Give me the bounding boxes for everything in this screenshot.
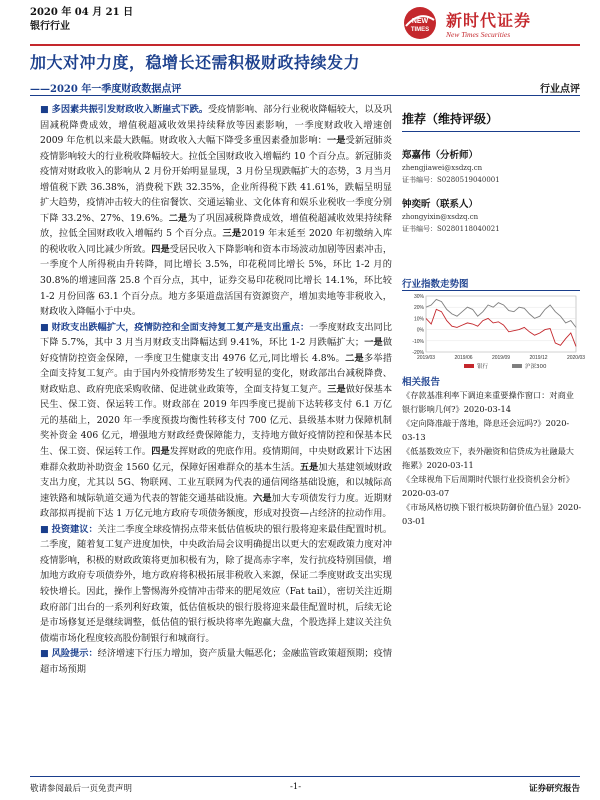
paragraph-heading: 财政支出跌幅扩大，疫情防控和全面支持复工复产是支出重点： (51, 321, 310, 333)
trend-section-title: 行业指数走势图 (402, 279, 469, 290)
title-divider (30, 95, 580, 96)
analyst-cert: 证书编号：S0280118040021 (402, 225, 500, 233)
chart-plot-frame (426, 296, 576, 352)
industry-index-chart (402, 292, 586, 374)
paragraph-text: 加大专项债发行力度。近期财政部拟再提前下达 1 万亿元地方政府专项债务额度，形成对投资—占经济的拉动作用。 (40, 492, 393, 520)
chart-y-tick-label: -20% (412, 350, 424, 356)
chart-legend-label: 沪深300 (525, 364, 547, 370)
report-date: 2020 年 04 月 21 日 (30, 7, 134, 18)
chart-legend-label: 银行 (477, 364, 489, 370)
logo-mark-icon (400, 6, 440, 40)
bullet-icon: ■ (40, 104, 49, 115)
analyst-card (402, 199, 500, 235)
paragraph-text: 经济增速下行压力增加，资产质量大幅恶化；金融监管政策超预期；疫情超市场预期 (40, 648, 393, 675)
paragraph-text: 2019 年末延至 2020 年初缴纳入库的税收收入同比减少所致。 (40, 228, 393, 255)
analyst-card (402, 150, 500, 186)
logo-mark-text-2: TIMES (410, 27, 430, 33)
paragraph-text: 发挥财政的兜底作用。疫情期间，中央财政累计下达困难群众救助补助资金 1560 亿元，保障好困难群众的基本生活。 (40, 446, 393, 473)
footer-disclaimer: 敬请参阅最后一页免责声明 (30, 784, 133, 794)
logo-mark-text-1: NEW (411, 18, 429, 25)
bold-marker: 二是 (168, 212, 188, 224)
related-reports-list (402, 389, 582, 529)
paragraph-text: 受居民收入下降影响和资本市场波动加剧等因素冲击，一季度个人所得税由升转降，同比增长 3.5%，印花税同比增长 5%，环比 1-2 月的 30.8%的增速回落 25.8 个百分点，其中，证券交易印花税同比增长 14.1%，环比较 1-2 月份回落 63.1 个百分点。地方多渠道盘活国有资源资产，增加卖地等非税收入，财政收入降幅小于中央。 (40, 243, 393, 318)
paragraph-text: 受疫情影响、部分行业税收降幅较大，以及巩固减税降费成效，增值税超减收效果持续释放等因素影响，一季度财政收入增速创 2009 年危机以来最大跌幅。财政收入大幅下降受多重因素叠加影响： (40, 104, 393, 147)
related-report-item[interactable]: 《低基数效应下，表外融资和信贷成为社融最大拖累》2020-03-11 (402, 446, 574, 470)
related-reports-title: 相关报告 (402, 377, 441, 388)
logo-cn-text: 新时代证券 (446, 11, 532, 30)
analyst-cert: 证书编号：S0280519040001 (402, 176, 500, 184)
chart-y-tick-label: 10% (413, 316, 424, 323)
company-logo (400, 6, 580, 42)
trend-divider (402, 290, 580, 291)
bullet-icon: ■ (40, 523, 49, 535)
bold-marker: 一是 (326, 135, 346, 147)
analyst-email: zhengjiawei@xsdzq.cn (402, 164, 483, 172)
paragraph-investment (40, 522, 392, 646)
paragraph-heading: 风险提示： (51, 648, 98, 660)
chart-x-tick-label: 2019/03 (416, 355, 436, 361)
industry-label: 银行行业 (30, 21, 70, 32)
paragraph-text: 加大基建领域财政支出力度，尤其以 5G、物联网、工业互联网为代表的通信网络基础设施，和以城际高速铁路和城际轨道交通为代表的智能交通基础设施。 (40, 461, 392, 504)
analyst-email: zhongyixin@xsdzq.cn (402, 213, 479, 221)
rating-label: 推荐（维持评级） (402, 112, 499, 126)
bold-marker: 六是 (253, 492, 272, 504)
related-report-item[interactable]: 《存款基准利率下调迫来重要操作窗口：对商业银行影响几何?》2020-03-14 (402, 390, 574, 414)
bullet-icon: ■ (40, 648, 49, 660)
report-type: 行业点评 (540, 84, 580, 95)
logo-en-text: New Times Securities (446, 30, 511, 39)
paragraph-text: 关注二季度全球疫情拐点带来低估值板块的银行股将迎来最佳配置时机。二季度，随着复工复产进度加快，中央政治局会议明确提出以更大的宏观政策力度对冲疫情影响，积极的财政政策将更加积极有为，除了提高赤字率，发行抗疫特别国债，增加地方政府专项债券外，地方政府将积极拓展非税收入来源，保证二季度财政支出实现较快增长。因此，操作上警惕海外疫情冲击带来的肥尾效应（Fat tail），密切关注近期政府部门出台的一系列利好政策，低估值板块的银行股将迎来最佳配置时机，后续无论是市场修复还是继续调整，低估值的银行板块将率先跑赢大盘，个股选择上建议关注负债端市场化程度较高股份制银行和城商行。 (40, 523, 393, 644)
chart-x-tick-label: 2019/12 (529, 355, 548, 361)
chart-x-tick-label: 2020/03 (566, 355, 586, 361)
paragraph-text: 受新冠肺炎疫情影响较大的行业税收降幅较大。拉低全国财政收入增幅约 10 个百分点。新冠肺炎疫情对财政收入的影响从 2 月份开始明显显现，3 月份呈现跌幅扩大的态势，3 月当月增值税下跌 36.38%，消费税下跌 32.35%，企业所得税下跌 41.61%，跌幅呈明显扩大趋势，疫情冲击较大的住宿餐饮、交通运输业、文化体育和娱乐业税收一季度分别下降 33.2%、27%、19.6%。 (40, 135, 393, 224)
chart-y-tick-label: 0% (416, 327, 424, 334)
bold-marker: 三是 (222, 228, 242, 240)
main-body (40, 102, 392, 677)
paragraph-text: 一季度财政支出同比下降 5.7%，其中 3 月当月财政支出降幅达到 9.41%，环比 1-2 月跌幅扩大； (40, 321, 393, 349)
page-number: -1- (290, 782, 302, 792)
chart-legend-swatch (512, 364, 522, 368)
paragraph-text: 多举措全面支持复工复产。由于国内外疫情形势发生了较明显的变化，财政部出台减税降费、财政贴息、政府兜底采购收储、促进就业政策等，全面支持复工复产。 (40, 352, 393, 395)
page-subtitle: ——2020 年一季度财政数据点评 (30, 84, 182, 95)
analyst-name: 郑嘉伟（分析师） (402, 150, 479, 161)
bold-marker: 五是 (299, 461, 319, 473)
header-divider (30, 44, 580, 46)
header-left (30, 6, 133, 34)
bold-marker: 四是 (151, 446, 170, 458)
paragraph-risk (40, 646, 392, 677)
chart-y-tick-label: -10% (412, 338, 424, 345)
paragraph-text: 为了巩固减税降费成效，增值税超减收效果持续释放，拉低全国财政收入增幅约 5 个百分点。 (40, 212, 393, 240)
bold-marker: 二是 (345, 352, 364, 364)
chart-y-tick-label: 20% (413, 305, 424, 312)
analyst-name: 钟奕昕（联系人） (402, 199, 479, 210)
related-report-item[interactable]: 《全球视角下后周期时代银行业投资机会分析》2020-03-07 (402, 474, 574, 498)
bold-marker: 一是 (364, 337, 383, 349)
bullet-icon: ■ (40, 321, 49, 333)
paragraph-revenue (40, 102, 392, 320)
chart-legend-swatch (464, 364, 474, 368)
related-report-item[interactable]: 《市场风格切换下银行板块防御价值凸显》2020-03-01 (402, 502, 582, 526)
footer-divider (30, 776, 580, 777)
footer-report-type: 证券研究报告 (528, 784, 580, 794)
bold-marker: 四是 (151, 243, 170, 255)
paragraph-text: 做好保基本民生、保工资、保运转工作。财政部在 2019 年四季度已提前下达转移支付 6.1 万亿元的基础上，2020 年一季度预拨均衡性转移支付 700 亿元、县级基本财力保障机制奖补资金 406 亿元，增强地方财政经费保障能力，支持地方做好疫情防控和保基本民生、保工资、保运转工作。 (40, 383, 393, 458)
chart-y-tick-label: 30% (413, 294, 424, 300)
bold-marker: 三是 (327, 383, 346, 395)
paragraph-expenditure (40, 320, 392, 522)
rating-divider (402, 131, 580, 132)
paragraph-text: 做好疫情防控资金保障，一季度卫生健康支出 4976 亿元,同比增长 4.8%。 (40, 337, 392, 364)
chart-x-tick-label: 2019/06 (454, 355, 473, 361)
page-title: 加大对冲力度，稳增长还需积极财政持续发力 (30, 53, 361, 72)
chart-x-tick-label: 2019/09 (491, 355, 511, 361)
paragraph-heading: 投资建议： (51, 523, 98, 535)
related-report-item[interactable]: 《定向降准敲于落地，降息还会远吗?》2020-03-13 (402, 418, 570, 442)
paragraph-heading: 多因素共振引发财政收入断崖式下跌。 (51, 104, 209, 115)
